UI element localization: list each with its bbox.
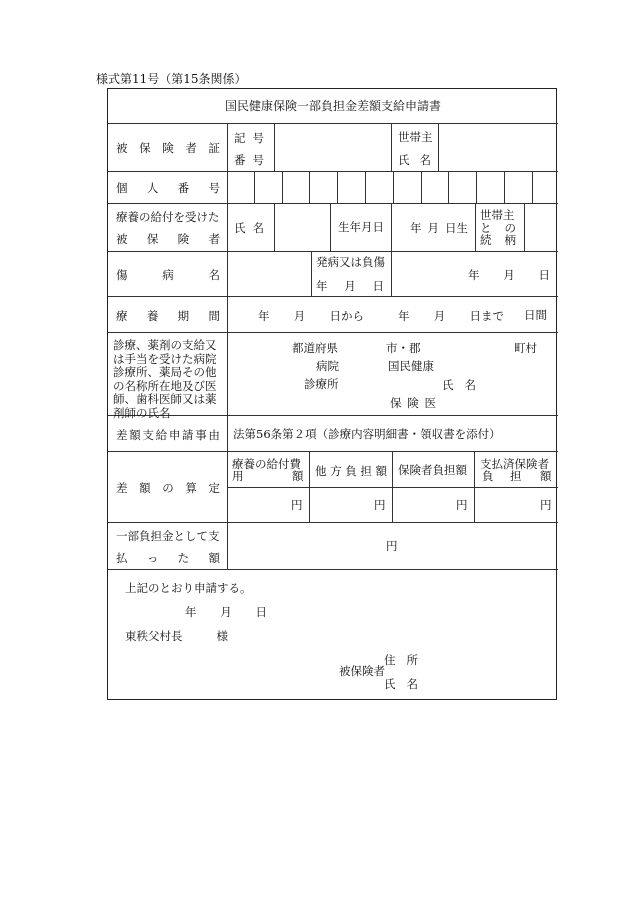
rule [311,251,312,296]
text-glyph: 額 [139,481,151,495]
form-title: 国民健康保険一部負担金差額支給申請書 [224,99,441,113]
text-glyph: 日 [372,279,384,293]
period-days: 日間 [524,308,547,322]
col-paid-insurer-fu: 負 [482,469,494,483]
declaration-text: 上記のとおり申請する。 [125,581,252,595]
text-glyph: 療 [116,309,128,323]
hospital-label-line: 診療所、薬局その他 [113,365,217,380]
text-glyph: 保 [139,141,151,155]
text-glyph: 氏 [398,153,410,167]
doctor-name-label [442,377,476,393]
text-glyph: 月 [427,221,439,235]
text-glyph: 続 [480,233,492,247]
text-glyph: 名 [464,378,476,392]
hospital-label-line: は手当を受けた病院 [113,351,217,366]
relation-label-line3 [480,232,516,248]
rule [108,569,558,570]
clinic-label: 診療所 [304,377,339,391]
text-glyph: 請 [182,428,194,442]
text-glyph: 者 [185,141,197,155]
text-glyph: 年 [258,309,270,323]
text-glyph: 期 [177,309,190,323]
text-glyph: 事 [195,428,207,442]
rule [108,171,558,172]
col-treatment-cost: 療養の給付費 [232,457,301,471]
rule [309,451,310,522]
reason-value: 法第56条第２項（診療内容明細書・領収書を添付） [233,427,501,441]
rule [274,203,275,251]
rule [274,123,275,171]
rule [391,203,392,251]
rule [474,451,475,522]
text-glyph: 名 [208,268,220,282]
text-glyph: 被 [116,232,128,246]
col-paid-insurer: 支払済保険者 [480,457,549,471]
text-glyph: 証 [208,141,220,155]
yen-unit: 円 [374,498,386,512]
rule [108,203,558,204]
text-glyph: 記 [234,131,246,145]
text-glyph: 番 [177,181,190,195]
kigo-label [234,130,264,146]
town-label: 町村 [514,341,537,355]
yen-unit: 円 [291,498,303,512]
text-glyph: 日 [538,268,550,282]
text-glyph: 養 [146,309,159,323]
text-glyph: 年 [185,605,197,619]
birth-date-label: 生年月日 [338,220,384,234]
col-paid-insurer-gaku: 額 [540,469,552,483]
text-glyph: 月 [344,279,356,293]
text-glyph: 険 [162,141,174,155]
text-glyph: 個 [116,181,128,195]
partial-payment-label-line1: 一部負担金として支 [116,529,220,543]
rule [365,171,366,203]
rule [392,451,393,522]
declaration-date [185,604,267,620]
text-glyph: 方 [330,464,342,478]
text-glyph: 氏 [442,378,454,392]
applicant-label: 被保険者 [339,664,385,678]
personal-number-label [116,180,220,196]
hospital-label-line: 診療、薬剤の支給又 [113,338,217,352]
text-glyph: 氏 [384,677,396,691]
text-glyph: 被 [116,141,128,155]
text-glyph: 給 [155,428,168,442]
text-glyph: 額 [208,551,220,565]
text-glyph: 年 [468,268,480,282]
text-glyph: 額 [129,428,141,442]
insurance-doctor-label [390,395,436,411]
rule [108,251,558,252]
rule [337,171,338,203]
text-glyph: 年 [410,221,422,235]
text-glyph: と [480,221,492,235]
text-glyph: 者 [208,232,220,246]
col-treatment-cost-gaku: 額 [292,469,304,483]
rule [504,171,505,203]
text-glyph: 名 [419,153,431,167]
head-of-household-label: 世帯主 [398,130,433,144]
form-number: 様式第11号（第15条関係） [96,72,247,86]
birth-date-value [410,220,468,236]
rule [282,171,283,203]
text-glyph: 申 [168,428,181,442]
text-glyph: 日生 [445,221,468,235]
rule [309,171,310,203]
relation-label-line1: 世帯主 [480,208,515,222]
applicant-name-label [384,676,418,692]
prefecture-label: 都道府県 [292,341,338,355]
rule [421,171,422,203]
text-glyph: 傷 [116,268,128,282]
onset-date-value [468,267,550,283]
text-glyph: 険 [407,396,419,410]
col-insurer-burden: 保険者負担額 [398,463,467,477]
reason-label [116,427,220,443]
head-name-label [398,152,431,168]
text-glyph: 名 [252,221,264,235]
text-glyph: の [504,221,516,235]
text-glyph: 氏 [234,221,246,235]
hospital-byoin-label: 病院 [316,359,339,373]
text-glyph: っ [146,551,159,565]
calculation-label [116,480,220,496]
hospital-label-line: 師、歯科医師又は薬 [113,392,217,407]
rule [475,203,476,251]
city-label: 市・郡 [386,341,421,355]
text-glyph: 担 [360,464,372,478]
text-glyph: 日 [255,605,267,619]
text-glyph: 様 [216,629,228,643]
text-glyph: 号 [208,181,220,195]
rule [108,123,558,124]
text-glyph: 算 [185,481,197,495]
text-glyph: 東秩父村長 [125,629,183,643]
recipient-label-line1: 療養の給付を受けた [116,210,220,224]
text-glyph: 定 [208,481,220,495]
rule [438,123,439,171]
text-glyph: 月 [503,268,515,282]
insurance-card-label [116,140,220,156]
rule [108,296,558,297]
bango-label [234,152,264,168]
rule [524,203,525,251]
text-glyph: 月 [220,605,232,619]
onset-date [316,278,384,294]
text-glyph: た [177,551,190,565]
text-glyph: の [162,481,174,495]
text-glyph: 柄 [504,233,516,247]
period-from [258,308,364,324]
national-health-label: 国民健康 [388,359,434,373]
text-glyph: 間 [208,309,220,323]
partial-payment-label-line2 [116,550,220,566]
rule [108,522,558,523]
rule [532,171,533,203]
rule [393,171,394,203]
rule [108,451,558,452]
col-treatment-cost-yo: 用 [232,469,244,483]
text-glyph: 保 [146,232,159,246]
rule [254,171,255,203]
text-glyph: 月 [293,309,306,323]
text-glyph: 保 [390,396,402,410]
rule [391,123,392,171]
text-glyph: 医 [424,396,436,410]
rule [330,203,331,251]
rule [391,251,392,296]
rule [448,171,449,203]
text-glyph: 支 [142,428,154,442]
text-glyph: 差 [116,481,128,495]
text-glyph: 人 [146,181,159,195]
text-glyph: 他 [315,464,327,478]
col-other-burden [315,463,387,479]
hospital-label [113,339,217,420]
text-glyph: 住 [384,653,396,667]
recipient-label-line2 [116,231,220,247]
hospital-label-line: 剤師の氏名 [113,405,171,420]
rule [476,171,477,203]
onset-label: 発病又は負傷 [316,255,385,269]
text-glyph: 号 [252,131,264,145]
text-glyph: 払 [116,551,128,565]
applicant-address-label [384,652,418,668]
text-glyph: 日から [329,309,364,323]
text-glyph: 名 [406,677,418,691]
text-glyph: 日まで [469,309,504,323]
injury-label [116,267,220,283]
text-glyph: 額 [375,464,387,478]
partial-payment-yen: 円 [386,539,398,553]
text-glyph: 年 [398,309,410,323]
hospital-label-line: の名称所在地及び医 [113,378,217,393]
text-glyph: 負 [345,464,357,478]
yen-unit: 円 [540,498,552,512]
text-glyph: 病 [162,268,174,282]
text-glyph: 月 [433,309,446,323]
text-glyph: 号 [252,153,264,167]
application-form [107,88,557,700]
text-glyph: 差 [116,428,128,442]
treatment-period-label [116,308,220,324]
addressee [125,628,228,644]
col-paid-insurer-tan: 担 [510,469,522,483]
text-glyph: 年 [316,279,328,293]
text-glyph: 番 [234,153,246,167]
text-glyph: 険 [177,232,190,246]
rule [227,123,228,569]
recipient-name-label [234,220,264,236]
yen-unit: 円 [456,498,468,512]
text-glyph: 所 [406,653,418,667]
rule [108,332,558,333]
text-glyph: 由 [208,428,220,442]
period-to [398,308,504,324]
